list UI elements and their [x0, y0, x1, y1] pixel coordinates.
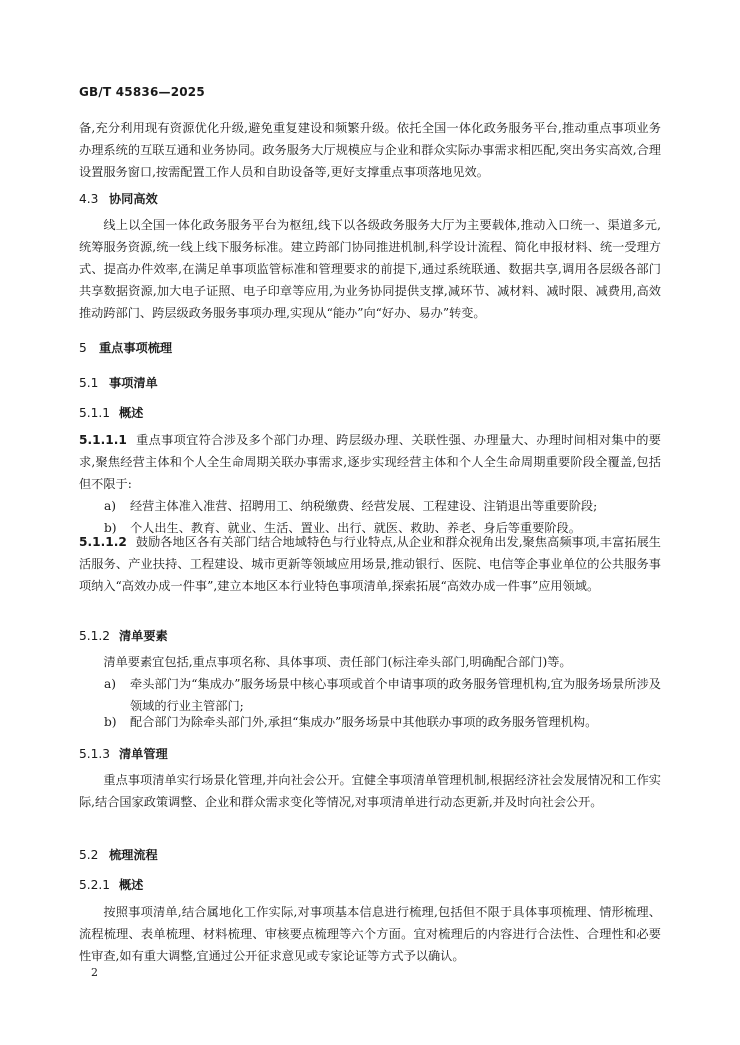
heading-5-1-2 — [79, 627, 168, 644]
heading-5-1-3 — [79, 745, 168, 762]
section-number: 4.3 — [79, 192, 99, 206]
list-text: 配合部门为除牵头部门外,承担“集成办”服务场景中其他联办事项的政务服务管理机构。 — [130, 715, 598, 729]
heading-5-2-1 — [79, 876, 143, 893]
clause-text: 鼓励各地区各有关部门结合地域特色与行业特点,从企业和群众视角出发,聚焦高频事项,丰富拓展生活服务、产业扶持、工程建设、城市更新等领域应用场景,推动银行、医院、电信等企事业单位的公共服务事项纳入“高效办成一件事”,建立本地区本行业特色事项清单,探索拓展“高效办成一件事”应用领域。 — [79, 535, 661, 593]
list-item — [104, 711, 661, 733]
section-title: 清单管理 — [119, 747, 168, 761]
section-title: 梳理流程 — [109, 848, 158, 862]
section-title: 重点事项梳理 — [99, 341, 173, 355]
heading-5-1-1 — [79, 404, 143, 421]
list-marker: a) — [104, 499, 117, 513]
heading-4-3 — [79, 190, 158, 207]
section-number: 5.1.2 — [79, 629, 111, 643]
section-number: 5.2 — [79, 848, 99, 862]
standard-id: GB/T 45836—2025 — [79, 85, 205, 99]
clause-text: 重点事项宜符合涉及多个部门办理、跨层级办理、关联性强、办理量大、办理时间相对集中的要求,聚焦经营主体和个人全生命周期关联办事需求,逐步实现经营主体和个人全生命周期重要阶段全覆盖,包括但不限于: — [79, 433, 661, 491]
section-title: 概述 — [119, 878, 144, 892]
list-item — [104, 495, 661, 517]
list-marker: a) — [104, 677, 117, 691]
paragraph-5-2-1: 按照事项清单,结合属地化工作实际,对事项基本信息进行梳理,包括但不限于具体事项梳理、情形梳理、流程梳理、表单梳理、材料梳理、审核要点梳理等六个方面。宜对梳理后的内容进行合法性、合理性和必要性审查,如有重大调整,宜通过公开征求意见或专家论证等方式予以确认。 — [79, 905, 661, 963]
section-number: 5.1.3 — [79, 747, 111, 761]
list-text: 个人出生、教育、就业、生活、置业、出行、就医、救助、养老、身后等重要阶段。 — [130, 521, 581, 535]
paragraph-5-1-1-2 — [79, 531, 661, 597]
section-number: 5.2.1 — [79, 878, 111, 892]
section-title: 协同高效 — [109, 192, 158, 206]
section-title: 清单要素 — [119, 629, 168, 643]
paragraph-intro: 备,充分利用现有资源优化升级,避免重复建设和频繁升级。依托全国一体化政务服务平台,推动重点事项业务办理系统的互联互通和业务协同。政务服务大厅规模应与企业和群众实际办事需求相匹配,突出务实高效,合理设置服务窗口,按需配置工作人员和自助设备等,更好支撑重点事项落地见效。 — [79, 121, 661, 179]
clause-number: 5.1.1.2 — [79, 535, 127, 549]
paragraph-5-1-3: 重点事项清单实行场景化管理,并向社会公开。宜健全事项清单管理机制,根据经济社会发展情况和工作实际,结合国家政策调整、企业和群众需求变化等情况,对事项清单进行动态更新,并及时向社会公开。 — [79, 773, 661, 809]
section-number: 5.1 — [79, 376, 99, 390]
heading-5 — [79, 339, 172, 356]
list-marker: b) — [104, 715, 117, 729]
list-text: 经营主体准入准营、招聘用工、纳税缴费、经营发展、工程建设、注销退出等重要阶段; — [130, 499, 598, 513]
paragraph-5-1-2: 清单要素宜包括,重点事项名称、具体事项、责任部门(标注牵头部门,明确配合部门)等。 — [103, 655, 572, 669]
paragraph-4-3: 线上以全国一体化政务服务平台为枢纽,线下以各级政务服务大厅为主要载体,推动入口统一、渠道多元,统筹服务资源,统一线上线下服务标准。建立跨部门协同推进机制,科学设计流程、简化申报材料、统一受理方式、提高办件效率,在满足单事项监管标准和管理要求的前提下,通过系统联通、数据共享,调用各层级各部门共享数据资源,加大电子证照、电子印章等应用,为业务协同提供支撑,减环节、减材料、减时限、减费用,高效推动跨部门、跨层级政务服务事项办理,实现从“能办”向“好办、易办”转变。 — [79, 218, 661, 320]
section-number: 5 — [79, 341, 87, 355]
section-number: 5.1.1 — [79, 406, 111, 420]
paragraph-5-1-1-1 — [79, 429, 661, 495]
section-title: 事项清单 — [109, 376, 158, 390]
page-number: 2 — [91, 966, 98, 979]
list-text: 牵头部门为“集成办”服务场景中核心事项或首个申请事项的政务服务管理机构,宜为服务场景所涉及领域的行业主管部门; — [130, 677, 661, 713]
heading-5-1 — [79, 374, 158, 391]
list-marker: b) — [104, 521, 117, 535]
section-title: 概述 — [119, 406, 144, 420]
heading-5-2 — [79, 846, 158, 863]
clause-number: 5.1.1.1 — [79, 433, 127, 447]
